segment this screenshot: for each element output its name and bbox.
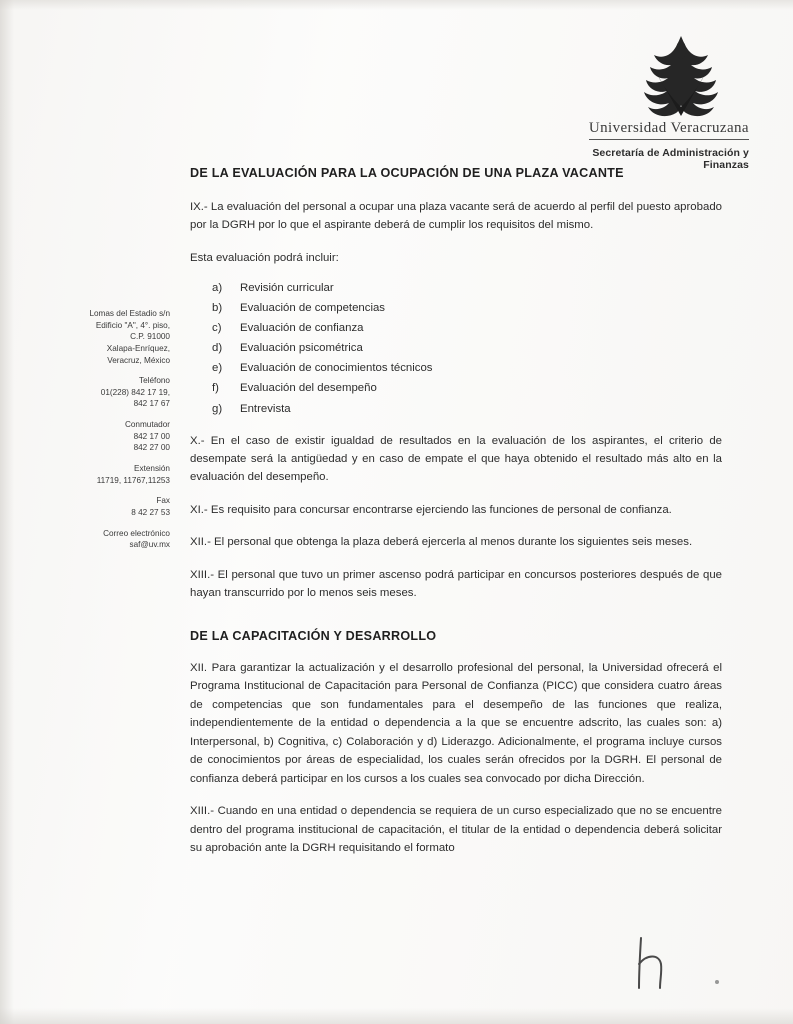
fax-line: 8 42 27 53 — [131, 507, 170, 517]
fax-block — [52, 495, 170, 518]
list-item — [212, 319, 722, 337]
switchboard-line: 842 17 00 — [133, 431, 170, 441]
list-item-marker: b) — [212, 302, 223, 315]
paragraph-xii-a: XII.- El personal que obtenga la plaza deberá ejercerla al menos durante los siguientes seis meses. — [190, 536, 693, 549]
list-item-marker: d) — [212, 342, 223, 355]
scan-edge-left — [0, 0, 14, 1024]
address-line: Veracruz, México — [107, 355, 170, 365]
university-name: Universidad Veracruzana — [589, 120, 749, 140]
scan-edge-top — [0, 0, 793, 10]
paragraph-xii-b: XII. Para garantizar la actualización y el desarrollo profesional del personal, la Universidad ofrecerá el Programa Institucional de Capacitación para Personal de Confianza (PICC) que considera cuatro áreas de competencias que son fundamentales para el desempeño de las funciones que realiza, independientemente de la entidad o dependencia a la que se encuentre adscrito, las cuales son: a) Interpersonal, b) Cognitiva, c) Colaboración y d) Liderazgo. Adicionalmente, el programa incluye cursos de conocimientos por áreas de especialidad, los cuales serán ofrecidos por la DGRH. El personal de confianza deberá participar en los cursos a los cuales sea convocado por dicha Dirección. — [190, 661, 722, 785]
phone-line: 01(228) 842 17 19, — [100, 387, 170, 397]
letterhead — [559, 34, 749, 171]
department-name: Secretaría de Administración y Finanzas — [592, 147, 749, 171]
contact-sidebar — [52, 308, 170, 560]
list-item — [212, 279, 722, 297]
paragraph-xiii-a: XIII.- El personal que tuvo un primer ascenso podrá participar en concursos posteriores después de que hayan transcurrido por lo menos seis meses. — [190, 568, 722, 600]
list-item-marker: a) — [212, 282, 223, 295]
list-item-marker: g) — [212, 402, 223, 415]
list-item-label: Revisión curricular — [240, 282, 334, 295]
phone-block — [52, 375, 170, 410]
switchboard-label: Conmutador — [124, 420, 170, 430]
address-line: C.P. 91000 — [130, 332, 170, 342]
list-item-label: Evaluación psicométrica — [240, 342, 363, 355]
switchboard-line: 842 27 00 — [133, 443, 170, 453]
address-line: Edificio "A", 4°. piso, — [95, 320, 170, 330]
list-item-marker: e) — [212, 362, 223, 375]
evaluation-list — [190, 279, 722, 417]
extension-line: 11719, 11767,11253 — [96, 475, 170, 485]
extension-label: Extensión — [134, 464, 170, 474]
handwritten-initial-mark — [627, 934, 697, 994]
list-item — [212, 400, 722, 418]
list-item — [212, 379, 722, 397]
document-body — [190, 166, 722, 871]
section-heading-evaluacion: DE LA EVALUACIÓN PARA LA OCUPACIÓN DE UNA PLAZA VACANTE — [190, 166, 624, 180]
list-item-marker: f) — [212, 382, 219, 395]
email-block — [52, 528, 170, 551]
paragraph-ix: IX.- La evaluación del personal a ocupar una plaza vacante será de acuerdo al perfil del puesto aprobado por la DGRH por lo que el aspirante deberá de cumplir los requisitos del mismo. — [190, 201, 722, 232]
ink-dot — [715, 980, 719, 984]
phone-line: 842 17 67 — [133, 399, 170, 409]
section-heading-capacitacion: DE LA CAPACITACIÓN Y DESARROLLO — [190, 628, 437, 643]
fleur-de-lis-v-emblem-icon — [621, 34, 741, 118]
list-item-label: Entrevista — [240, 402, 291, 415]
list-item-label: Evaluación del desempeño — [240, 382, 377, 395]
scan-edge-bottom — [0, 1008, 793, 1024]
list-item — [212, 299, 722, 317]
list-item-label: Evaluación de confianza — [240, 322, 364, 335]
extension-block — [52, 463, 170, 486]
phone-label: Teléfono — [139, 376, 170, 386]
email-line: saf@uv.mx — [129, 540, 170, 550]
address-block — [52, 308, 170, 366]
list-item-marker: c) — [212, 322, 222, 335]
email-label: Correo electrónico — [103, 528, 170, 538]
paragraph-eval-lead: Esta evaluación podrá incluir: — [190, 251, 339, 264]
paragraph-xiii-b: XIII.- Cuando en una entidad o dependencia se requiera de un curso especializado que no se encuentre dentro del programa institucional de capacitación, el titular de la entidad o dependencia deberá solicitar su aprobación ante la DGRH requisitando el formato — [190, 805, 722, 855]
list-item-label: Evaluación de competencias — [240, 302, 386, 315]
list-item — [212, 359, 722, 377]
switchboard-block — [52, 419, 170, 454]
list-item — [212, 339, 722, 357]
fax-label: Fax — [156, 496, 170, 506]
address-line: Xalapa-Enríquez, — [106, 343, 170, 353]
list-item-label: Evaluación de conocimientos técnicos — [240, 362, 433, 375]
address-line: Lomas del Estadio s/n — [89, 309, 170, 318]
paragraph-x: X.- En el caso de existir igualdad de resultados en la evaluación de los aspirantes, el criterio de desempate será la antigüedad y en caso de empate el que haya obtenido el resultado más alto en la evaluación del desempeño. — [190, 434, 722, 484]
paragraph-xi: XI.- Es requisito para concursar encontrarse ejerciendo las funciones de personal de confianza. — [190, 503, 672, 516]
